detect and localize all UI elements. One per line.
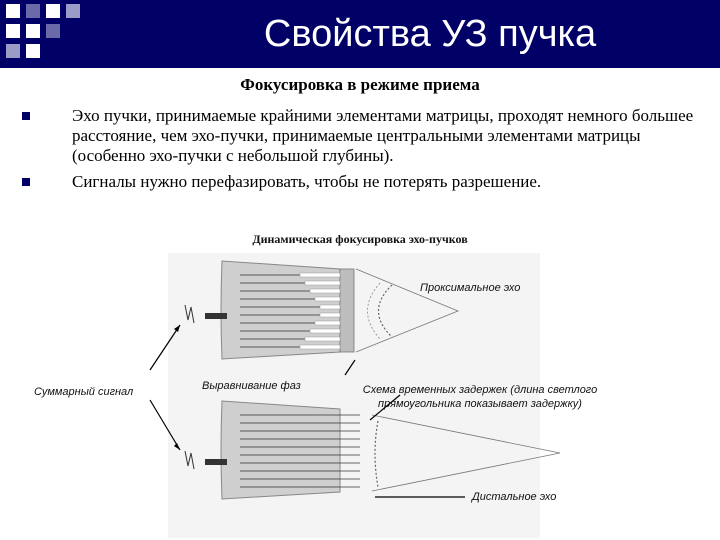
section-subtitle: Фокусировка в режиме приема <box>240 75 480 94</box>
distal-echo-label: Дистальное эхо <box>472 491 557 503</box>
bullet-marker <box>22 112 30 120</box>
delay-scheme-label: Схема временных задержек (длина светлого прямоугольника показывает задержку) <box>362 384 598 410</box>
slide-title: Свойства УЗ пучка <box>263 13 597 55</box>
title-bar <box>0 0 720 68</box>
bullet-text-2: Сигналы нужно перефазировать, чтобы не потерять разрешение. <box>72 172 542 191</box>
proximal-echo-label: Проксимальное эхо <box>420 282 521 294</box>
phase-alignment-label: Выравнивание фаз <box>202 380 301 392</box>
decorative-squares <box>0 0 110 68</box>
sum-signal-label: Суммарный сигнал <box>34 386 134 398</box>
bullet-text-1: Эхо пучки, принимаемые крайними элементами матрицы, проходят немного большее расстояние, чем эхо-пучки, принимаемые центральными элементами матрицы (особенно эхо-пучки с небольшой глубины). <box>72 106 694 165</box>
bullet-marker <box>22 178 30 186</box>
figure-caption: Динамическая фокусировка эхо-пучков <box>252 232 468 246</box>
